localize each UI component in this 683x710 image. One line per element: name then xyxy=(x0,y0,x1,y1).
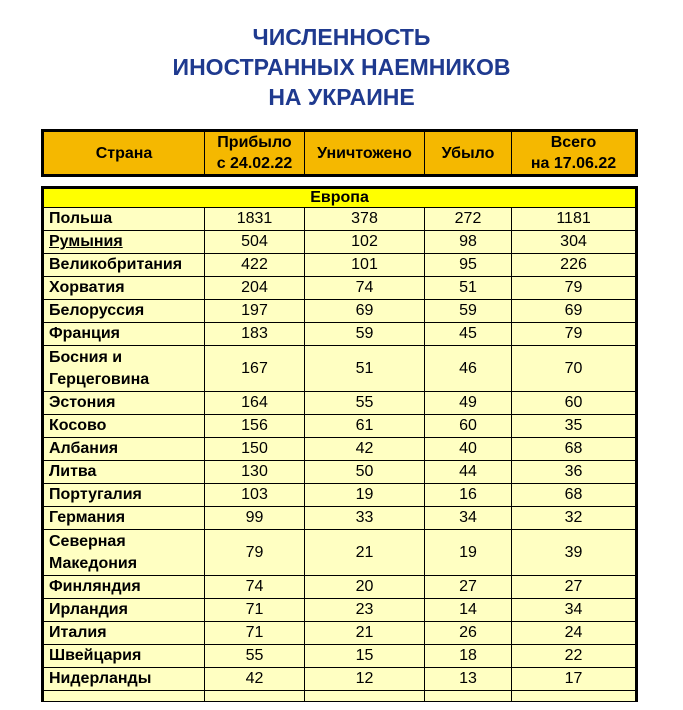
country-cell xyxy=(43,461,205,484)
destroyed-cell: 23 xyxy=(305,599,425,622)
left-cell: 16 xyxy=(425,484,512,507)
arrived-cell: 103 xyxy=(205,484,305,507)
arrived-cell: 74 xyxy=(205,576,305,599)
arrived-cell: 197 xyxy=(205,300,305,323)
header-total-line2: на 17.06.22 xyxy=(530,155,617,172)
table-row xyxy=(43,461,637,484)
left-cell: 18 xyxy=(425,645,512,668)
country-cell xyxy=(43,415,205,438)
cut-cell xyxy=(305,691,425,702)
title-line: НА УКРАИНЕ xyxy=(268,84,415,110)
destroyed-cell: 74 xyxy=(305,277,425,300)
country-name: Эстония xyxy=(49,394,116,411)
total-cell: 79 xyxy=(512,323,637,346)
country-cell xyxy=(43,254,205,277)
destroyed-cell: 378 xyxy=(305,208,425,231)
country-line: Босния и xyxy=(49,348,123,366)
arrived-cell: 71 xyxy=(205,622,305,645)
country-cell xyxy=(43,392,205,415)
region-row xyxy=(43,188,637,208)
country-cell xyxy=(43,622,205,645)
total-cell: 304 xyxy=(512,231,637,254)
total-cell: 70 xyxy=(512,346,637,392)
destroyed-cell: 20 xyxy=(305,576,425,599)
country-cell xyxy=(43,208,205,231)
total-cell: 68 xyxy=(512,484,637,507)
arrived-cell: 204 xyxy=(205,277,305,300)
country-name: Италия xyxy=(49,624,107,641)
left-cell: 98 xyxy=(425,231,512,254)
left-cell: 60 xyxy=(425,415,512,438)
total-cell: 1181 xyxy=(512,208,637,231)
country-cell xyxy=(43,346,205,392)
total-cell: 69 xyxy=(512,300,637,323)
left-cell: 40 xyxy=(425,438,512,461)
country-name: Великобритания xyxy=(49,256,183,273)
total-cell: 39 xyxy=(512,530,637,576)
country-cell xyxy=(43,668,205,691)
table-row xyxy=(43,438,637,461)
country-name: Финляндия xyxy=(49,578,141,595)
arrived-cell: 150 xyxy=(205,438,305,461)
left-cell: 26 xyxy=(425,622,512,645)
left-cell: 59 xyxy=(425,300,512,323)
country-line: Герцеговина xyxy=(49,370,150,388)
arrived-cell: 164 xyxy=(205,392,305,415)
cut-cell xyxy=(205,691,305,702)
left-cell: 51 xyxy=(425,277,512,300)
destroyed-cell: 42 xyxy=(305,438,425,461)
left-cell: 44 xyxy=(425,461,512,484)
destroyed-cell: 15 xyxy=(305,645,425,668)
arrived-cell: 42 xyxy=(205,668,305,691)
total-cell: 34 xyxy=(512,599,637,622)
destroyed-cell: 69 xyxy=(305,300,425,323)
total-cell: 17 xyxy=(512,668,637,691)
title-line: ИНОСТРАННЫХ НАЕМНИКОВ xyxy=(172,54,511,80)
total-cell: 60 xyxy=(512,392,637,415)
left-cell: 46 xyxy=(425,346,512,392)
arrived-cell: 55 xyxy=(205,645,305,668)
left-cell: 272 xyxy=(425,208,512,231)
arrived-cell: 1831 xyxy=(205,208,305,231)
destroyed-cell: 102 xyxy=(305,231,425,254)
table-row-cut xyxy=(43,691,637,702)
left-cell: 13 xyxy=(425,668,512,691)
table-row xyxy=(43,599,637,622)
destroyed-cell: 50 xyxy=(305,461,425,484)
table-row xyxy=(43,277,637,300)
table-row xyxy=(43,300,637,323)
table-row xyxy=(43,392,637,415)
total-cell: 24 xyxy=(512,622,637,645)
destroyed-cell: 59 xyxy=(305,323,425,346)
destroyed-cell: 21 xyxy=(305,622,425,645)
country-name: Литва xyxy=(49,463,97,480)
country-cell xyxy=(43,484,205,507)
country-cell xyxy=(43,300,205,323)
header-destroyed: Уничтожено xyxy=(305,131,425,176)
country-name: Хорватия xyxy=(49,279,125,296)
header-left: Убыло xyxy=(425,131,512,176)
country-name: Белоруссия xyxy=(49,302,145,319)
country-name: Нидерланды xyxy=(49,670,152,687)
header-arrived-line2: с 24.02.22 xyxy=(216,155,293,172)
header-arrived-line1: Прибыло xyxy=(217,134,292,151)
table-row xyxy=(43,530,637,576)
destroyed-cell: 19 xyxy=(305,484,425,507)
header-row xyxy=(43,131,637,176)
header-total xyxy=(512,131,637,176)
country-cell xyxy=(43,231,205,254)
table-row xyxy=(43,208,637,231)
country-cell xyxy=(43,599,205,622)
arrived-cell: 71 xyxy=(205,599,305,622)
country-cell xyxy=(43,507,205,530)
page-title xyxy=(0,22,683,112)
country-name: Албания xyxy=(49,440,119,457)
left-cell: 34 xyxy=(425,507,512,530)
country-cell xyxy=(43,645,205,668)
destroyed-cell: 101 xyxy=(305,254,425,277)
country-cell xyxy=(43,530,205,576)
country-cell xyxy=(43,323,205,346)
total-cell: 32 xyxy=(512,507,637,530)
arrived-cell: 99 xyxy=(205,507,305,530)
total-cell: 79 xyxy=(512,277,637,300)
total-cell: 36 xyxy=(512,461,637,484)
destroyed-cell: 51 xyxy=(305,346,425,392)
country-line: Македония xyxy=(49,554,138,572)
title-line: ЧИСЛЕННОСТЬ xyxy=(252,24,431,50)
total-cell: 27 xyxy=(512,576,637,599)
country-cell xyxy=(43,576,205,599)
destroyed-cell: 55 xyxy=(305,392,425,415)
table-row xyxy=(43,415,637,438)
header-total-line1: Всего xyxy=(550,134,597,151)
header-table xyxy=(41,129,638,177)
table-row xyxy=(43,323,637,346)
destroyed-cell: 21 xyxy=(305,530,425,576)
table-row xyxy=(43,254,637,277)
cut-cell xyxy=(425,691,512,702)
country-name: Франция xyxy=(49,325,120,342)
destroyed-cell: 61 xyxy=(305,415,425,438)
arrived-cell: 130 xyxy=(205,461,305,484)
country-name: Германия xyxy=(49,509,126,526)
total-cell: 68 xyxy=(512,438,637,461)
country-name: Ирландия xyxy=(49,601,128,618)
table-row xyxy=(43,576,637,599)
total-cell: 226 xyxy=(512,254,637,277)
table-row xyxy=(43,507,637,530)
arrived-cell: 422 xyxy=(205,254,305,277)
table-row xyxy=(43,231,637,254)
arrived-cell: 183 xyxy=(205,323,305,346)
country-name: Косово xyxy=(49,417,107,434)
data-table xyxy=(41,186,638,702)
header-country: Страна xyxy=(43,131,205,176)
left-cell: 45 xyxy=(425,323,512,346)
country-line: Северная xyxy=(49,532,126,550)
left-cell: 95 xyxy=(425,254,512,277)
country-name: Польша xyxy=(49,210,113,227)
total-cell: 35 xyxy=(512,415,637,438)
country-name: Румыния xyxy=(49,233,123,250)
table-row xyxy=(43,622,637,645)
country-name: Швейцария xyxy=(49,647,142,664)
arrived-cell: 167 xyxy=(205,346,305,392)
table-row xyxy=(43,645,637,668)
left-cell: 19 xyxy=(425,530,512,576)
cut-cell xyxy=(43,691,205,702)
table-row xyxy=(43,346,637,392)
country-cell xyxy=(43,438,205,461)
arrived-cell: 504 xyxy=(205,231,305,254)
destroyed-cell: 33 xyxy=(305,507,425,530)
region-label: Европа xyxy=(43,188,637,208)
country-name: Португалия xyxy=(49,486,142,503)
table-row xyxy=(43,484,637,507)
table-row xyxy=(43,668,637,691)
header-arrived xyxy=(205,131,305,176)
arrived-cell: 79 xyxy=(205,530,305,576)
destroyed-cell: 12 xyxy=(305,668,425,691)
total-cell: 22 xyxy=(512,645,637,668)
country-cell xyxy=(43,277,205,300)
left-cell: 27 xyxy=(425,576,512,599)
arrived-cell: 156 xyxy=(205,415,305,438)
left-cell: 49 xyxy=(425,392,512,415)
left-cell: 14 xyxy=(425,599,512,622)
cut-cell xyxy=(512,691,637,702)
